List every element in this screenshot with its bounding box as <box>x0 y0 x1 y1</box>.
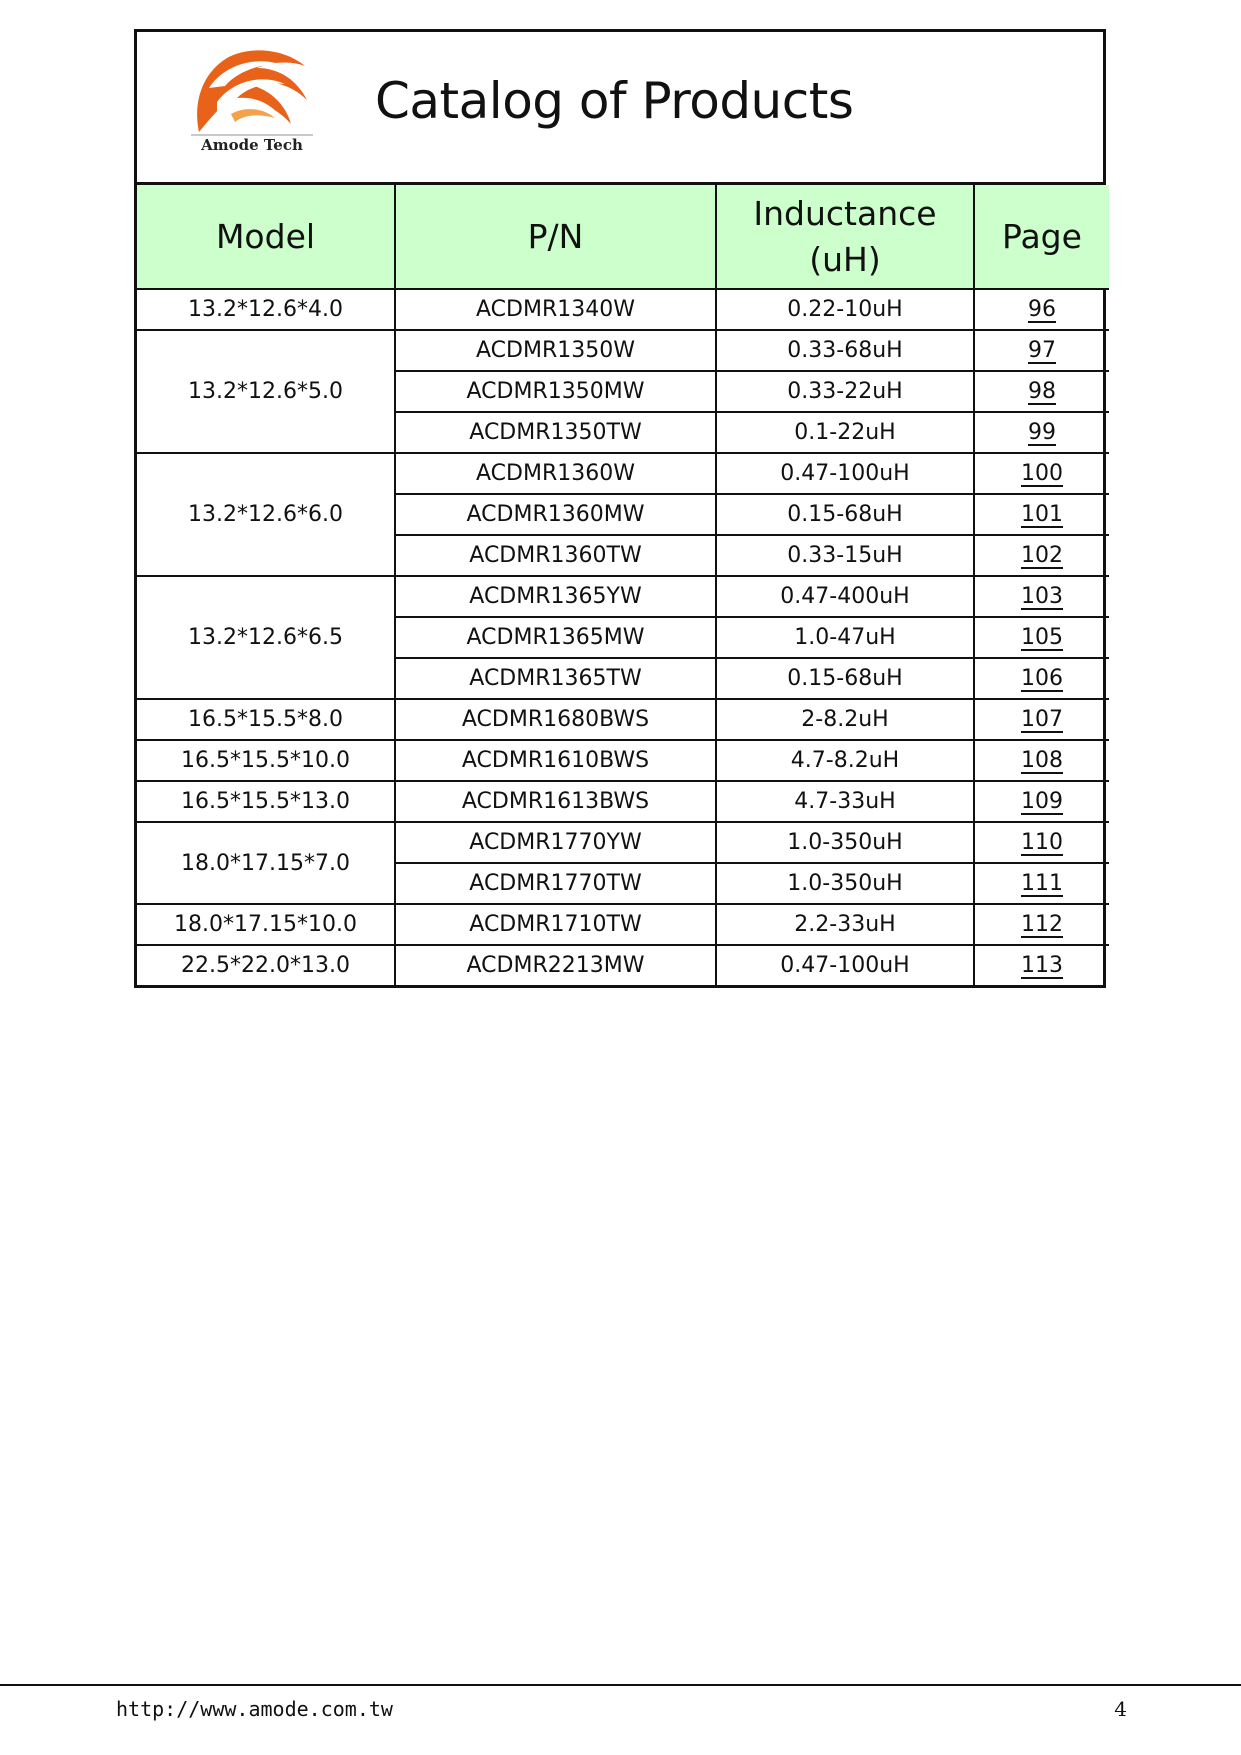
catalog-table-frame <box>134 29 1106 988</box>
pn-cell: ACDMR1350W <box>395 330 716 371</box>
model-cell: 16.5*15.5*8.0 <box>137 699 395 740</box>
pn-cell: ACDMR1365TW <box>395 658 716 699</box>
inductance-cell: 2.2-33uH <box>716 904 974 945</box>
company-logo <box>187 44 327 154</box>
pn-cell: ACDMR1770TW <box>395 863 716 904</box>
model-cell: 18.0*17.15*10.0 <box>137 904 395 945</box>
pn-cell: ACDMR1770YW <box>395 822 716 863</box>
footer-page-number: 4 <box>1114 1697 1127 1721</box>
pn-cell: ACDMR1350TW <box>395 412 716 453</box>
inductance-cell: 2-8.2uH <box>716 699 974 740</box>
inductance-cell: 0.47-100uH <box>716 453 974 494</box>
inductance-cell: 0.33-22uH <box>716 371 974 412</box>
page-cell <box>974 781 1109 822</box>
pn-cell: ACDMR1680BWS <box>395 699 716 740</box>
pn-cell: ACDMR1610BWS <box>395 740 716 781</box>
pn-cell: ACDMR1340W <box>395 289 716 330</box>
table-row <box>137 576 1109 617</box>
pn-cell: ACDMR1360TW <box>395 535 716 576</box>
page-cell <box>974 699 1109 740</box>
pn-cell: ACDMR1710TW <box>395 904 716 945</box>
page-link[interactable]: 102 <box>1021 543 1063 568</box>
model-cell: 13.2*12.6*6.5 <box>137 576 395 699</box>
model-cell: 22.5*22.0*13.0 <box>137 945 395 985</box>
page-cell <box>974 330 1109 371</box>
inductance-cell: 4.7-33uH <box>716 781 974 822</box>
page-cell <box>974 535 1109 576</box>
pn-cell: ACDMR1350MW <box>395 371 716 412</box>
footer-rule <box>0 1684 1241 1686</box>
page-link[interactable]: 105 <box>1021 625 1063 650</box>
table-row <box>137 904 1109 945</box>
page-cell <box>974 617 1109 658</box>
footer-url[interactable]: http://www.amode.com.tw <box>116 1697 393 1721</box>
table-row <box>137 330 1109 371</box>
page-cell <box>974 289 1109 330</box>
inductance-cell: 0.15-68uH <box>716 658 974 699</box>
inductance-cell: 0.15-68uH <box>716 494 974 535</box>
pn-cell: ACDMR1365YW <box>395 576 716 617</box>
table-row <box>137 699 1109 740</box>
page-link[interactable]: 110 <box>1021 830 1063 855</box>
logo-wordmark: Amode Tech <box>201 136 303 154</box>
page-cell <box>974 863 1109 904</box>
column-header-page: Page <box>974 185 1109 289</box>
product-table <box>137 185 1109 985</box>
page-cell <box>974 453 1109 494</box>
page-link[interactable]: 97 <box>1028 338 1056 363</box>
model-cell: 13.2*12.6*4.0 <box>137 289 395 330</box>
page-link[interactable]: 103 <box>1021 584 1063 609</box>
page-link[interactable]: 100 <box>1021 461 1063 486</box>
inductance-cell: 0.1-22uH <box>716 412 974 453</box>
table-header-row <box>137 185 1109 289</box>
pn-cell: ACDMR1360MW <box>395 494 716 535</box>
inductance-cell: 0.33-15uH <box>716 535 974 576</box>
table-row <box>137 945 1109 985</box>
page-link[interactable]: 111 <box>1021 871 1063 896</box>
inductance-cell: 0.47-100uH <box>716 945 974 985</box>
model-cell: 13.2*12.6*6.0 <box>137 453 395 576</box>
model-cell: 16.5*15.5*10.0 <box>137 740 395 781</box>
table-row <box>137 781 1109 822</box>
pn-cell: ACDMR1365MW <box>395 617 716 658</box>
amode-flame-logo-icon <box>187 44 317 136</box>
page-cell <box>974 576 1109 617</box>
page-cell <box>974 371 1109 412</box>
table-row <box>137 289 1109 330</box>
page-title: Catalog of Products <box>375 72 854 130</box>
inductance-cell: 0.33-68uH <box>716 330 974 371</box>
page-link[interactable]: 113 <box>1021 953 1063 978</box>
page-link[interactable]: 101 <box>1021 502 1063 527</box>
column-header-inductance-line2: (uH) <box>809 239 881 279</box>
page-link[interactable]: 96 <box>1028 297 1056 322</box>
page-cell <box>974 412 1109 453</box>
model-cell: 18.0*17.15*7.0 <box>137 822 395 904</box>
inductance-cell: 1.0-350uH <box>716 822 974 863</box>
catalog-header <box>137 32 1103 185</box>
table-row <box>137 822 1109 863</box>
inductance-cell: 1.0-350uH <box>716 863 974 904</box>
page-cell <box>974 658 1109 699</box>
inductance-cell: 1.0-47uH <box>716 617 974 658</box>
pn-cell: ACDMR2213MW <box>395 945 716 985</box>
page-link[interactable]: 107 <box>1021 707 1063 732</box>
inductance-cell: 4.7-8.2uH <box>716 740 974 781</box>
inductance-cell: 0.47-400uH <box>716 576 974 617</box>
column-header-pn: P/N <box>395 185 716 289</box>
page-cell <box>974 822 1109 863</box>
page-link[interactable]: 109 <box>1021 789 1063 814</box>
column-header-inductance <box>716 185 974 289</box>
pn-cell: ACDMR1360W <box>395 453 716 494</box>
page-link[interactable]: 106 <box>1021 666 1063 691</box>
page-cell <box>974 494 1109 535</box>
pn-cell: ACDMR1613BWS <box>395 781 716 822</box>
page-link[interactable]: 98 <box>1028 379 1056 404</box>
column-header-inductance-line1: Inductance <box>753 193 937 233</box>
page-link[interactable]: 112 <box>1021 912 1063 937</box>
page-cell <box>974 904 1109 945</box>
table-row <box>137 453 1109 494</box>
column-header-model: Model <box>137 185 395 289</box>
inductance-cell: 0.22-10uH <box>716 289 974 330</box>
model-cell: 13.2*12.6*5.0 <box>137 330 395 453</box>
page-cell <box>974 740 1109 781</box>
page-link[interactable]: 99 <box>1028 420 1056 445</box>
model-cell: 16.5*15.5*13.0 <box>137 781 395 822</box>
page-link[interactable]: 108 <box>1021 748 1063 773</box>
page-cell <box>974 945 1109 985</box>
table-row <box>137 740 1109 781</box>
